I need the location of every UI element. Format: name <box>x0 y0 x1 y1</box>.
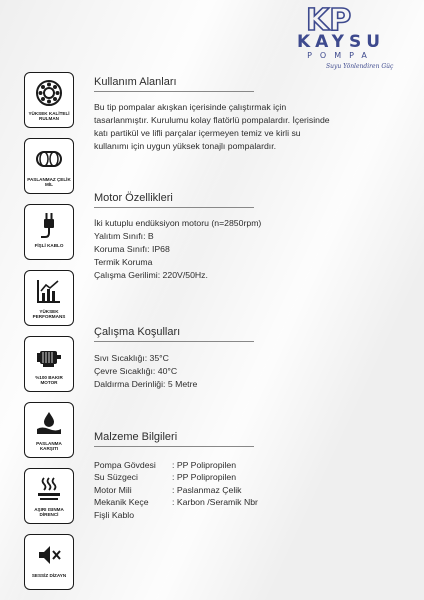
table-row <box>94 509 258 521</box>
section-divider <box>94 91 254 92</box>
material-value: : PP Polipropilen <box>172 472 237 483</box>
usage-line: kullanımı için uygun yüksek tonajlı pompalardır. <box>94 141 277 151</box>
motor-line: Çalışma Gerilimi: 220V/50Hz. <box>94 270 208 280</box>
feature-copper-motor <box>24 336 74 392</box>
brand-logo <box>264 4 420 76</box>
quiet-design-icon <box>35 541 63 569</box>
conditions-line: Daldırma Derinliği: 5 Metre <box>94 379 198 389</box>
feature-rust-resistant <box>24 402 74 458</box>
table-row <box>94 471 258 483</box>
icon-label: PASLANMAZ ÇELİK MİL <box>27 177 71 188</box>
ball-bearing-icon <box>35 79 63 107</box>
motor-specs <box>94 217 418 282</box>
heat-resistant-icon <box>35 475 63 503</box>
icon-label: SESSİZ DİZAYN <box>31 573 67 578</box>
material-key: Fişli Kablo <box>94 509 135 520</box>
usage-line: tasarlanmıştır. Kurulumu kolay flatörlü pompalardır. İçerisinde <box>94 115 330 125</box>
section-divider <box>94 446 254 447</box>
section-title-conditions: Çalışma Koşulları <box>94 326 180 338</box>
icon-label: YÜKSEK PERFORMANS <box>32 309 66 320</box>
icon-label: AŞIRI ISINMA DİRENCİ <box>34 507 64 518</box>
table-row <box>94 496 258 508</box>
material-value: : Karbon /Seramik Nbr <box>172 497 258 508</box>
rust-resistant-icon <box>35 409 63 437</box>
brand-slogan: Suyu Yönlendiren Güç <box>326 63 394 70</box>
performance-chart-icon <box>35 277 63 305</box>
feature-heat-resistant <box>24 468 74 524</box>
svg-text:KP: KP <box>306 4 352 34</box>
kp-logo-mark <box>306 4 376 34</box>
icon-label: FİŞLİ KABLO <box>34 243 64 248</box>
material-value: : Paslanmaz Çelik <box>172 484 242 495</box>
motor-line: İki kutuplu endüksiyon motoru (n=2850rpm) <box>94 218 262 228</box>
icon-label: PASLANMA KARŞITI <box>36 441 62 452</box>
brand-name: KAYSU <box>296 32 386 52</box>
icon-label: YÜKSEK KALİTELİ RULMAN <box>28 111 70 122</box>
cable-plug-icon <box>35 211 63 239</box>
section-divider <box>94 207 254 208</box>
feature-ball-bearing <box>24 72 74 128</box>
copper-motor-icon <box>35 343 63 371</box>
feature-stainless-shaft <box>24 138 74 194</box>
section-divider <box>94 341 254 342</box>
usage-line: katı partikül ve lifli parçalar içermeyen temiz ve kirli su <box>94 128 301 138</box>
material-table <box>94 459 258 521</box>
material-key: Pompa Gövdesi <box>94 460 156 470</box>
feature-cable-plug <box>24 204 74 260</box>
feature-quiet-design <box>24 534 74 590</box>
motor-line: Yalıtım Sınıfı: B <box>94 231 154 241</box>
conditions-line: Çevre Sıcaklığı: 40°C <box>94 366 178 376</box>
section-title-usage: Kullanım Alanları <box>94 76 177 88</box>
section-title-material: Malzeme Bilgileri <box>94 431 177 443</box>
table-row <box>94 459 258 471</box>
conditions-line: Sıvı Sıcaklığı: 35°C <box>94 353 169 363</box>
material-key: Motor Mili <box>94 484 132 495</box>
material-key: Su Süzgeci <box>94 472 138 483</box>
usage-paragraph <box>94 101 418 153</box>
stainless-shaft-icon <box>35 145 63 173</box>
feature-performance <box>24 270 74 326</box>
icon-label: %100 BAKIR MOTOR <box>35 375 63 386</box>
brand-sub: POMPA <box>307 51 375 60</box>
section-title-motor: Motor Özellikleri <box>94 192 173 204</box>
motor-line: Koruma Sınıfı: IP68 <box>94 244 170 254</box>
conditions-specs <box>94 352 418 391</box>
table-row <box>94 484 258 496</box>
motor-line: Termik Koruma <box>94 257 153 267</box>
usage-line: Bu tip pompalar akışkan içerisinde çalıştırmak için <box>94 102 287 112</box>
material-value: : PP Polipropilen <box>172 460 237 470</box>
material-key: Mekanik Keçe <box>94 497 149 508</box>
